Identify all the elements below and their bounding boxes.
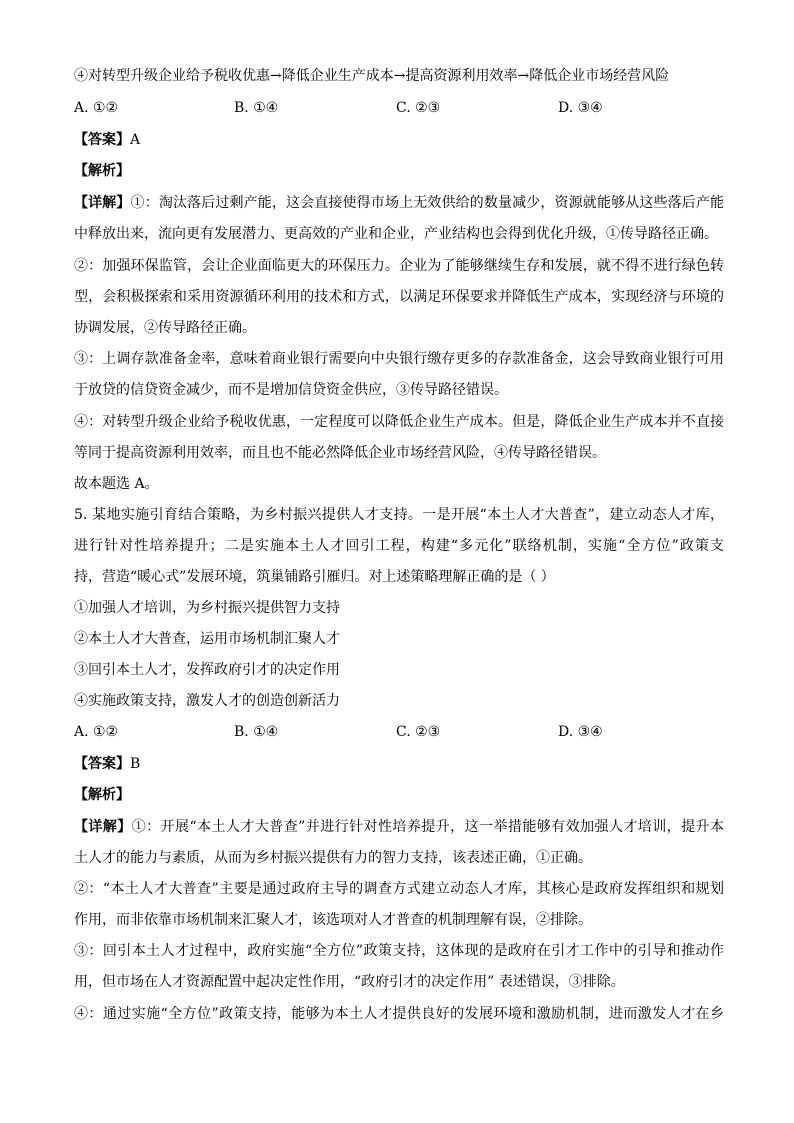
q4-option-4: ④对转型升级企业给予税收优惠→降低企业生产成本→提高资源利用效率→降低企业市场经营风险 (74, 68, 670, 84)
q5-detail-line: 用，但市场在人才资源配置中起决定性作用，“政府引才的决定作用” 表述错误，③排除。 (74, 974, 625, 990)
detail-tag: 【详解】 (74, 819, 132, 835)
q4-choice-b: B. ①④ (234, 100, 279, 116)
q5-detail-line: ④：通过实施“全方位”政策支持，能够为本土人才提供良好的发展环境和激励机制，进而激发人才在乡 (74, 1006, 724, 1022)
answer-tag: 【答案】 (74, 132, 130, 148)
q5-answer (74, 754, 140, 774)
q5-choice-c: C. ②③ (396, 724, 441, 740)
q5-stem-line: 5. 某地实施引育结合策略，为乡村振兴提供人才支持。一是开展“本土人才大普查”，建立动态人才库， (74, 507, 724, 523)
q4-choice-c: C. ②③ (396, 100, 441, 116)
q4-detail-line: ④：对转型升级企业给予税收优惠，一定程度可以降低企业生产成本。但是，降低企业生产成本并不直接 (74, 414, 724, 430)
q4-detail-line: 等同于提高资源利用效率，而且也不能必然降低企业市场经营风险，④传导路径错误。 (74, 445, 606, 461)
q5-detail-line: ③：回引本土人才过程中，政府实施“全方位”政策支持，这体现的是政府在引才工作中的引导和推动作 (74, 943, 724, 959)
q5-detail-line: 土人才的能力与素质，从而为乡村振兴提供有力的智力支持，该表述正确，①正确。 (74, 850, 592, 866)
q5-detail-line: ②：“本土人才大普查”主要是通过政府主导的调查方式建立动态人才库，其核心是政府发挥组织和规划 (74, 881, 724, 897)
q5-stem-line: 持，营造“暖心式”发展环境，筑巢铺路引雁归。对上述策略理解正确的是（ ） (74, 569, 555, 585)
q4-choice-d: D. ③④ (558, 100, 603, 116)
q4-choice-a: A. ①② (74, 100, 119, 116)
detail-tag: 【详解】 (74, 195, 131, 211)
q4-detail-line: 【详解】①：淘汰落后过剩产能，这会直接使得市场上无效供给的数量减少，资源就能够从这些落后产能 (74, 195, 725, 211)
q5-detail-line: 作用，而非依靠市场机制来汇聚人才，该选项对人才普查的机制理解有误，②排除。 (74, 912, 592, 928)
q5-option-4: ④实施政策支持，激发人才的创造创新活力 (74, 693, 340, 709)
q5-choice-d: D. ③④ (558, 724, 603, 740)
answer-value: B (130, 756, 141, 772)
q5-choices (74, 722, 734, 742)
q4-detail-line: 型，会积极探索和采用资源循环利用的技术和方式，以满足环保要求并降低生产成本，实现经济与环境的 (74, 289, 724, 305)
q4-detail-line: ③：上调存款准备金率，意味着商业银行需要向中央银行缴存更多的存款准备金，这会导致商业银行可用 (74, 351, 724, 367)
q5-option-1: ①加强人才培训，为乡村振兴提供智力支持 (74, 600, 340, 616)
answer-tag: 【答案】 (74, 756, 130, 772)
q5-choice-a: A. ①② (74, 724, 119, 740)
q4-conclusion: 故本题选 A。 (74, 476, 159, 492)
q4-answer (74, 130, 140, 150)
q5-option-2: ②本土人才大普查，运用市场机制汇聚人才 (74, 631, 340, 647)
answer-value: A (130, 132, 141, 148)
q4-analysis-heading: 【解析】 (74, 163, 130, 179)
q5-choice-b: B. ①④ (234, 724, 279, 740)
q5-option-3: ③回引本土人才，发挥政府引才的决定作用 (74, 662, 340, 678)
q4-detail-line: 中释放出来，流向更有发展潜力、更高效的产业和企业，产业结构也会得到优化升级，①传导路径正确。 (74, 226, 718, 242)
q4-choices (74, 98, 734, 118)
q5-stem-line: 进行针对性培养提升；二是实施本土人才回引工程，构建“多元化”联络机制，实施“全方位”政策支 (74, 538, 724, 554)
q4-detail-line: 于放贷的信贷资金减少，而不是增加信贷资金供应，③传导路径错误。 (74, 382, 508, 398)
q4-detail-line: 协调发展，②传导路径正确。 (74, 320, 256, 336)
q5-analysis-heading: 【解析】 (74, 787, 130, 803)
q4-detail-line: ②：加强环保监管，会让企业面临更大的环保压力。企业为了能够继续生存和发展，就不得不进行绿色转 (74, 258, 724, 274)
q5-detail-line: 【详解】①：开展“本土人才大普查”并进行针对性培养提升，这一举措能够有效加强人才培训，提升本 (74, 819, 724, 835)
